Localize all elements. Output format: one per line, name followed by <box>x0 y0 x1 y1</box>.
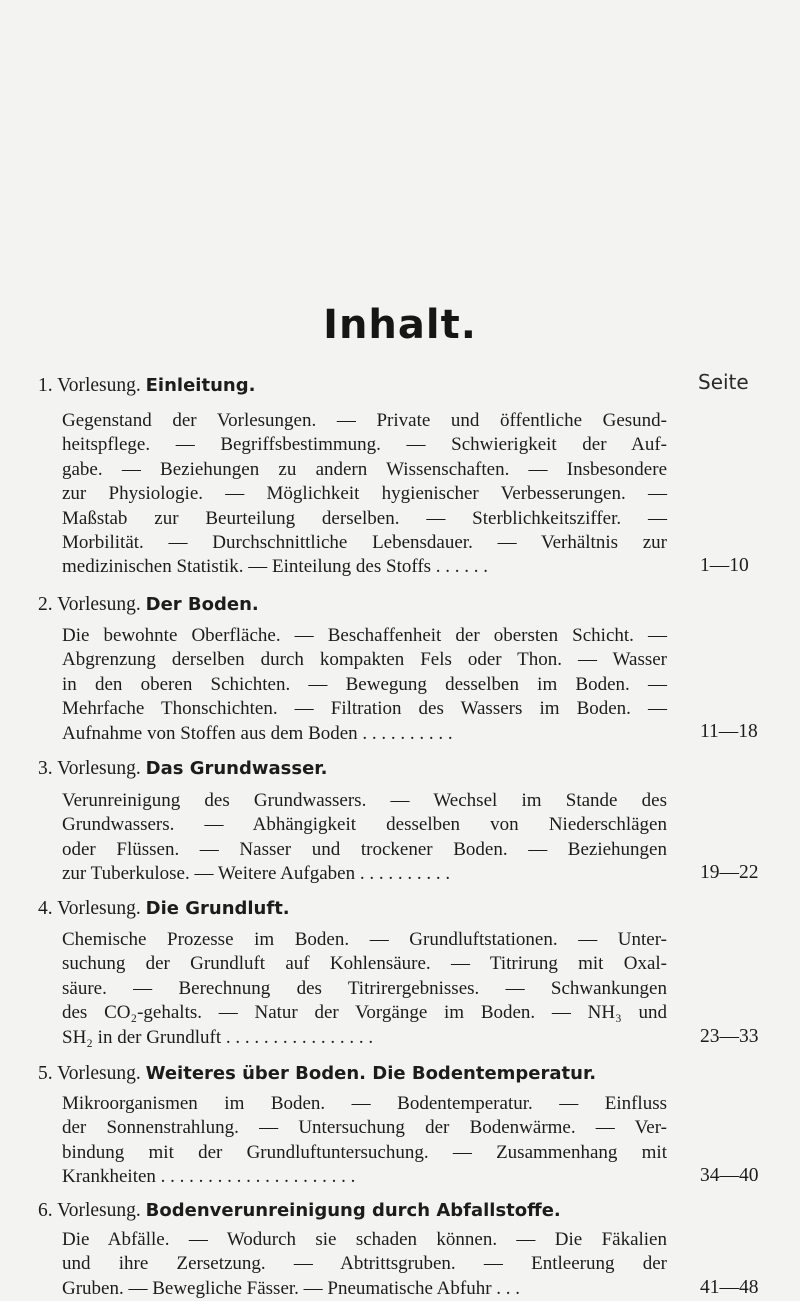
entry-title: Der Boden. <box>145 594 259 615</box>
description-line: Abgrenzung derselben durch kompakten Fels oder Thon. — Wasser <box>62 649 667 671</box>
entry-heading <box>38 375 255 397</box>
entry-description <box>62 1228 667 1301</box>
entry-title: Die Grundluft. <box>145 898 290 919</box>
entry-number: 6. <box>38 1200 53 1221</box>
entry-heading <box>38 594 259 616</box>
entry-heading <box>38 1200 561 1222</box>
description-line: oder Flüssen. — Nasser und trockener Boden. — Beziehungen <box>62 838 667 860</box>
entry-pages: 11—18 <box>700 721 758 742</box>
entry-pages: 1—10 <box>700 555 749 576</box>
description-line: heitspflege. — Begriffsbestimmung. — Schwierigkeit der Auf- <box>62 434 667 456</box>
description-line: Krankheiten . . . . . . . . . . . . . . . . . . . . . <box>62 1166 356 1188</box>
description-line: Mehrfache Thonschichten. — Filtration des Wassers im Boden. — <box>62 698 667 720</box>
entry-number: 4. <box>38 898 53 919</box>
entry-number: 3. <box>38 758 53 779</box>
entry-prefix: Vorlesung. <box>57 1063 141 1084</box>
entry-number: 5. <box>38 1063 53 1084</box>
description-line: bindung mit der Grundluftuntersuchung. — Zusammenhang mit <box>62 1141 667 1163</box>
entry-title: Bodenverunreinigung durch Abfallstoffe. <box>145 1200 561 1221</box>
description-line: medizinischen Statistik. — Einteilung des Stoffs . . . . . . <box>62 556 489 578</box>
description-line: Gegenstand der Vorlesungen. — Private und öffentliche Gesund- <box>62 410 667 431</box>
description-line: und ihre Zersetzung. — Abtrittsgruben. — Entleerung der <box>62 1253 667 1275</box>
entry-pages: 34—40 <box>700 1165 759 1186</box>
description-line: Verunreinigung des Grundwassers. — Wechsel im Stande des <box>62 790 667 811</box>
description-line: Maßstab zur Beurteilung derselben. — Sterblichkeitsziffer. — <box>62 507 667 529</box>
description-line: säure. — Berechnung des Titrirergebnisses. — Schwankungen <box>62 977 667 999</box>
entry-pages: 41—48 <box>700 1277 759 1298</box>
entry-title: Einleitung. <box>145 375 256 396</box>
entry-prefix: Vorlesung. <box>57 375 141 396</box>
description-line: der Sonnenstrahlung. — Untersuchung der Bodenwärme. — Ver- <box>62 1117 667 1139</box>
entry-heading <box>38 1063 596 1085</box>
description-line: Die bewohnte Oberfläche. — Beschaffenheit der obersten Schicht. — <box>62 625 667 646</box>
entry-description <box>62 1092 667 1190</box>
entry-prefix: Vorlesung. <box>57 594 141 615</box>
description-line: Chemische Prozesse im Boden. — Grundluftstationen. — Unter- <box>62 929 667 950</box>
entry-pages: 19—22 <box>700 862 759 883</box>
entry-heading <box>38 758 327 780</box>
description-line: Die Abfälle. — Wodurch sie schaden können. — Die Fäkalien <box>62 1229 667 1250</box>
entry-description <box>62 928 667 1050</box>
description-line: zur Physiologie. — Möglichkeit hygienischer Verbesserungen. — <box>62 483 667 505</box>
entry-prefix: Vorlesung. <box>57 898 141 919</box>
entry-title: Das Grundwasser. <box>145 758 328 779</box>
entry-heading <box>38 898 290 920</box>
entry-description <box>62 789 667 887</box>
entry-description <box>62 624 667 746</box>
description-line: des CO₂-gehalts. — Natur der Vorgänge im Boden. — NH₃ und <box>62 1002 667 1024</box>
page-column-label: Seite <box>698 370 749 394</box>
description-line: gabe. — Beziehungen zu andern Wissenschaften. — Insbesondere <box>62 458 667 480</box>
description-line: in den oberen Schichten. — Bewegung desselben im Boden. — <box>62 673 667 695</box>
description-line: suchung der Grundluft auf Kohlensäure. — Titrirung mit Oxal- <box>62 953 667 975</box>
page-title: Inhalt. <box>323 302 477 348</box>
entry-number: 1. <box>38 375 53 396</box>
entry-number: 2. <box>38 594 53 615</box>
entry-prefix: Vorlesung. <box>57 758 141 779</box>
description-line: Aufnahme von Stoffen aus dem Boden . . . . . . . . . . <box>62 722 453 744</box>
entry-pages: 23—33 <box>700 1026 759 1047</box>
entry-title: Weiteres über Boden. Die Bodentemperatur. <box>145 1063 597 1084</box>
description-line: Mikroorganismen im Boden. — Bodentemperatur. — Einfluss <box>62 1093 667 1114</box>
description-line: Grundwassers. — Abhängigkeit desselben von Niederschlägen <box>62 814 667 836</box>
description-line: SH₂ in der Grundluft . . . . . . . . . . . . . . . . <box>62 1026 374 1048</box>
description-line: zur Tuberkulose. — Weitere Aufgaben . . . . . . . . . . <box>62 863 451 885</box>
entry-description <box>62 409 667 580</box>
description-line: Morbilität. — Durchschnittliche Lebensdauer. — Verhältnis zur <box>62 531 667 553</box>
entry-prefix: Vorlesung. <box>57 1200 141 1221</box>
description-line: Gruben. — Bewegliche Fässer. — Pneumatische Abfuhr . . . <box>62 1277 521 1299</box>
